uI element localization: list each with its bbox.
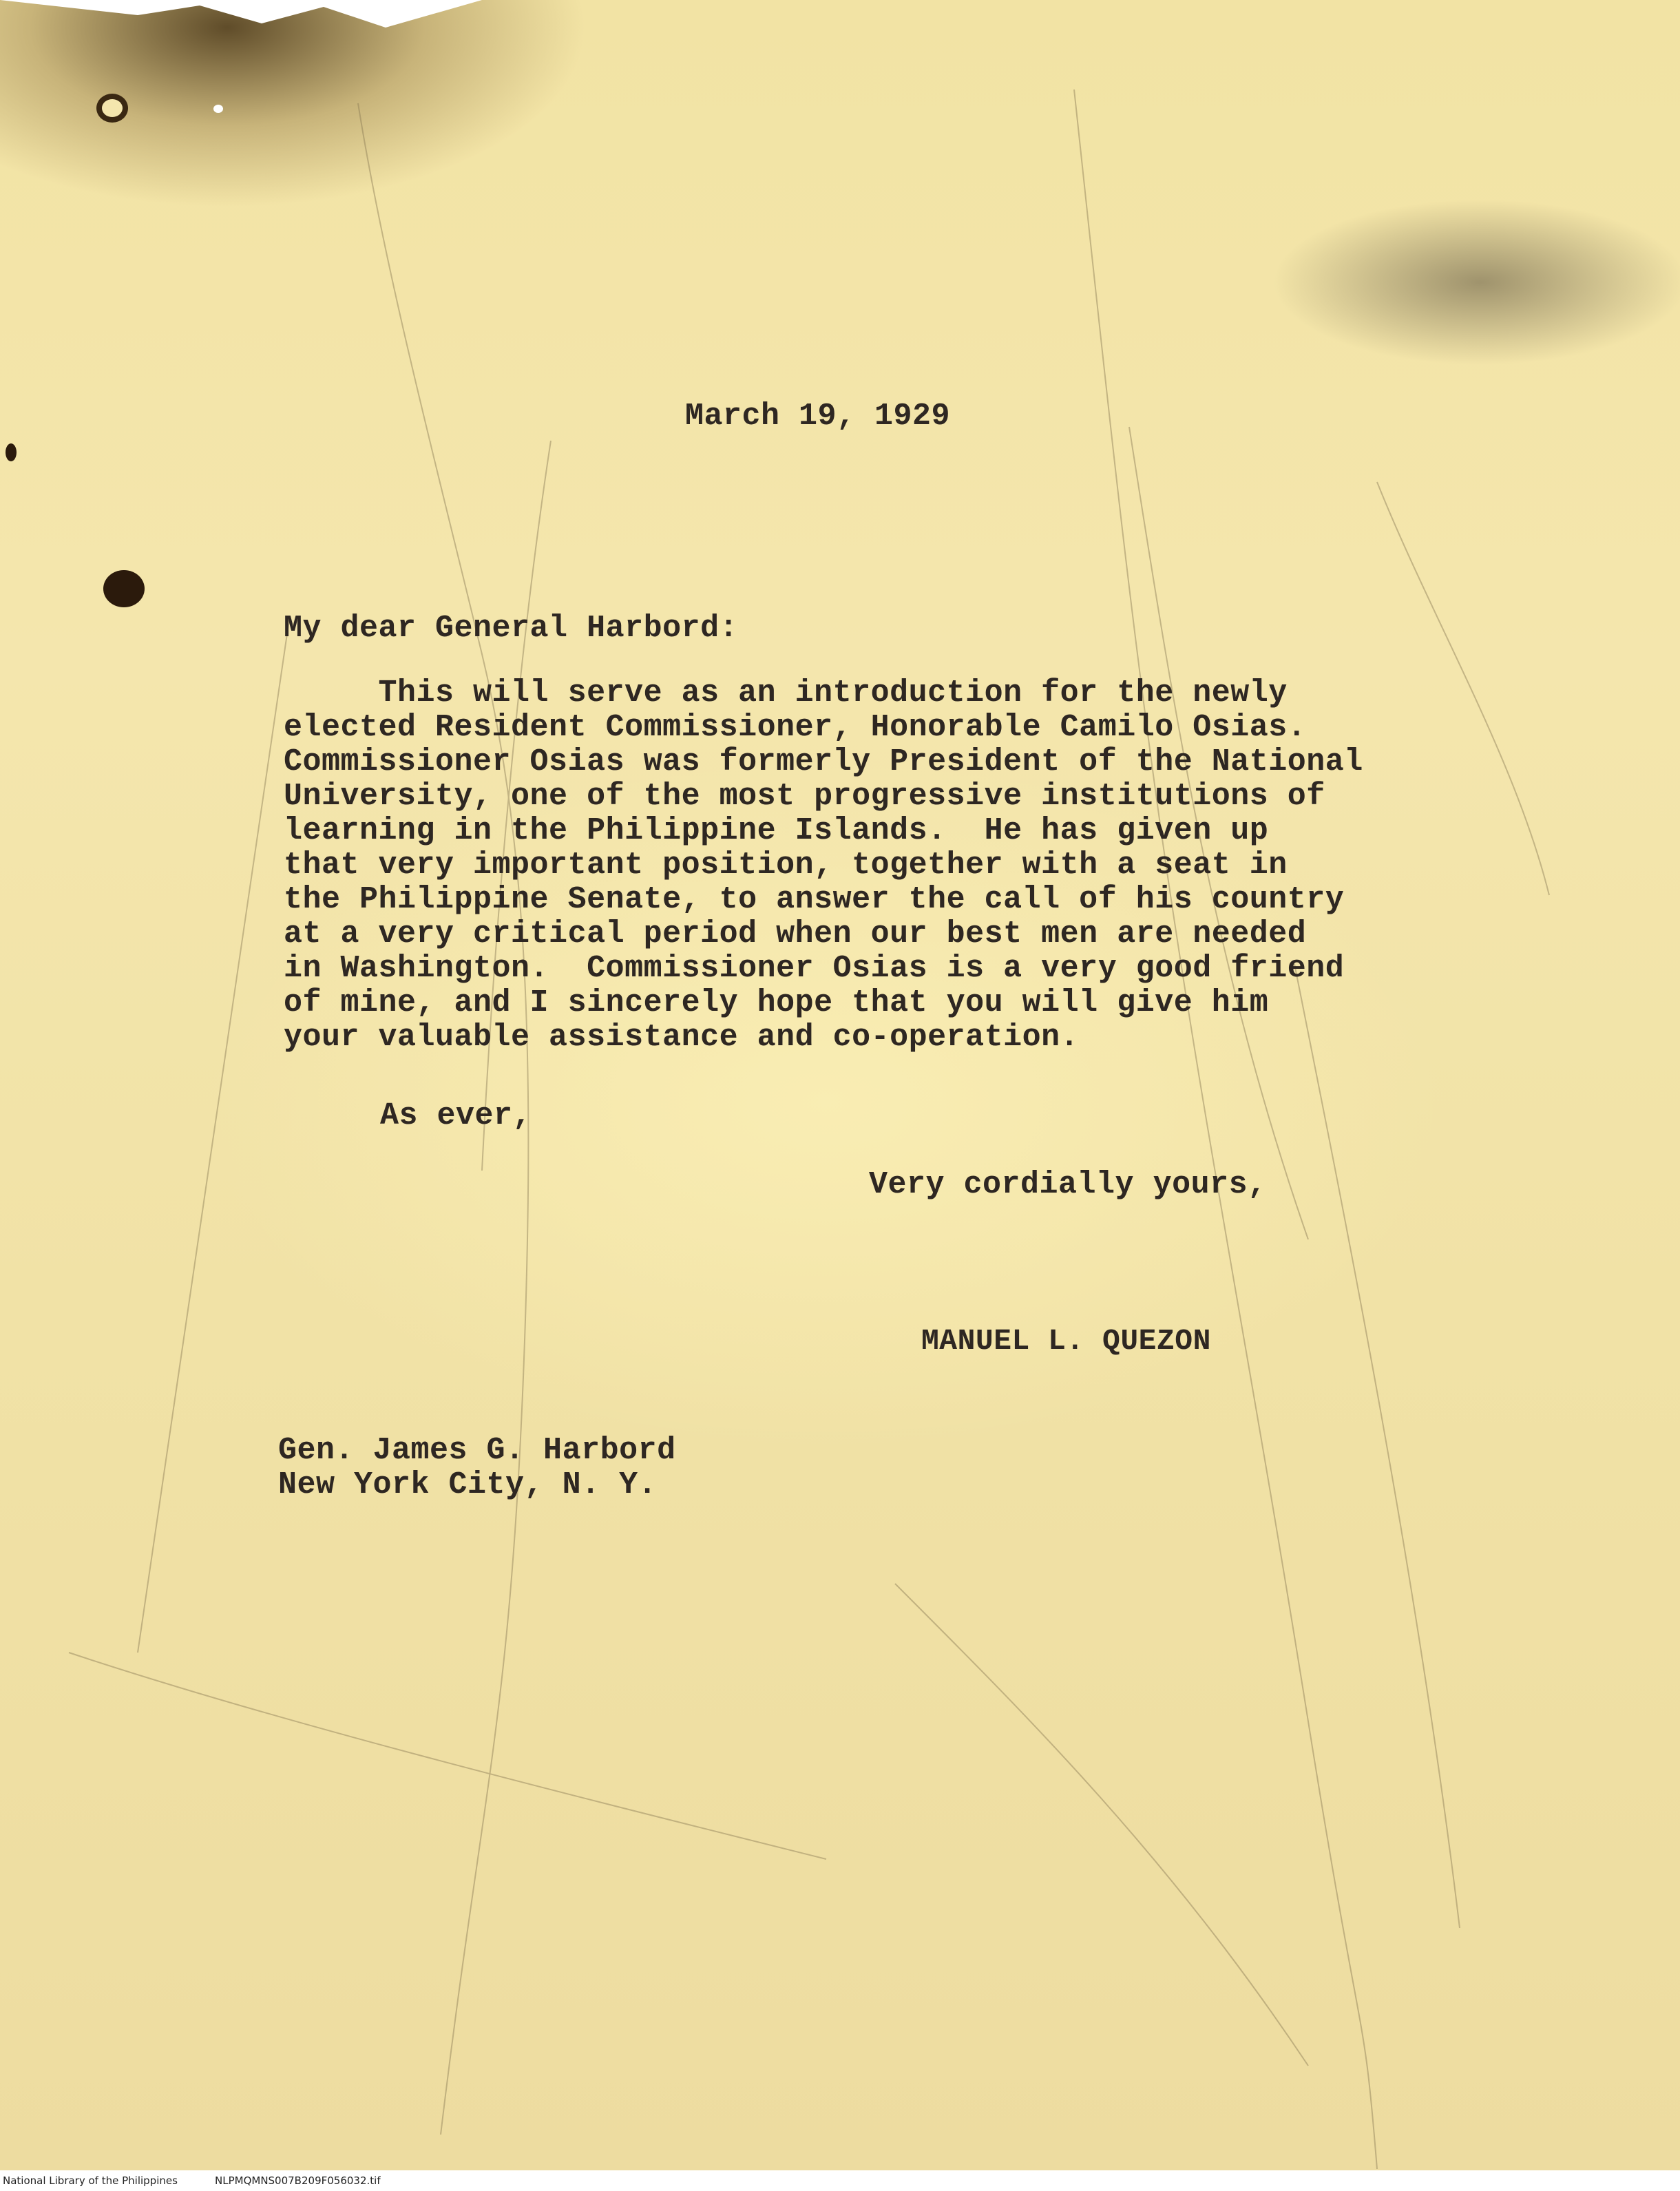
footer-library: National Library of the Philippines	[3, 2174, 178, 2187]
recipient-address: New York City, N. Y.	[278, 1467, 658, 1502]
body-line: your valuable assistance and co-operation.	[284, 1020, 1080, 1055]
body-line: Commissioner Osias was formerly President of the National	[284, 744, 1363, 779]
body-line: elected Resident Commissioner, Honorable Camilo Osias.	[284, 710, 1307, 745]
body-line: that very important position, together with a seat in	[284, 848, 1288, 883]
closing-cordially: Very cordially yours,	[869, 1167, 1267, 1202]
body-line: in Washington. Commissioner Osias is a very good friend	[284, 951, 1345, 986]
signature-name: MANUEL L. QUEZON	[921, 1324, 1211, 1358]
body-line: of mine, and I sincerely hope that you will give him	[284, 985, 1269, 1020]
body-line: University, one of the most progressive institutions of	[284, 779, 1325, 814]
closing-as-ever: As ever,	[380, 1098, 532, 1133]
letter-date: March 19, 1929	[685, 399, 951, 434]
salutation: My dear General Harbord:	[284, 611, 739, 646]
body-line: learning in the Philippine Islands. He has given up	[284, 813, 1269, 848]
recipient-name: Gen. James G. Harbord	[278, 1433, 676, 1468]
body-line: the Philippine Senate, to answer the call of his country	[284, 882, 1345, 917]
body-line: This will serve as an introduction for the newly	[284, 675, 1288, 711]
body-line: at a very critical period when our best men are needed	[284, 916, 1307, 952]
footer-file-id: NLPMQMNS007B209F056032.tif	[215, 2174, 381, 2187]
